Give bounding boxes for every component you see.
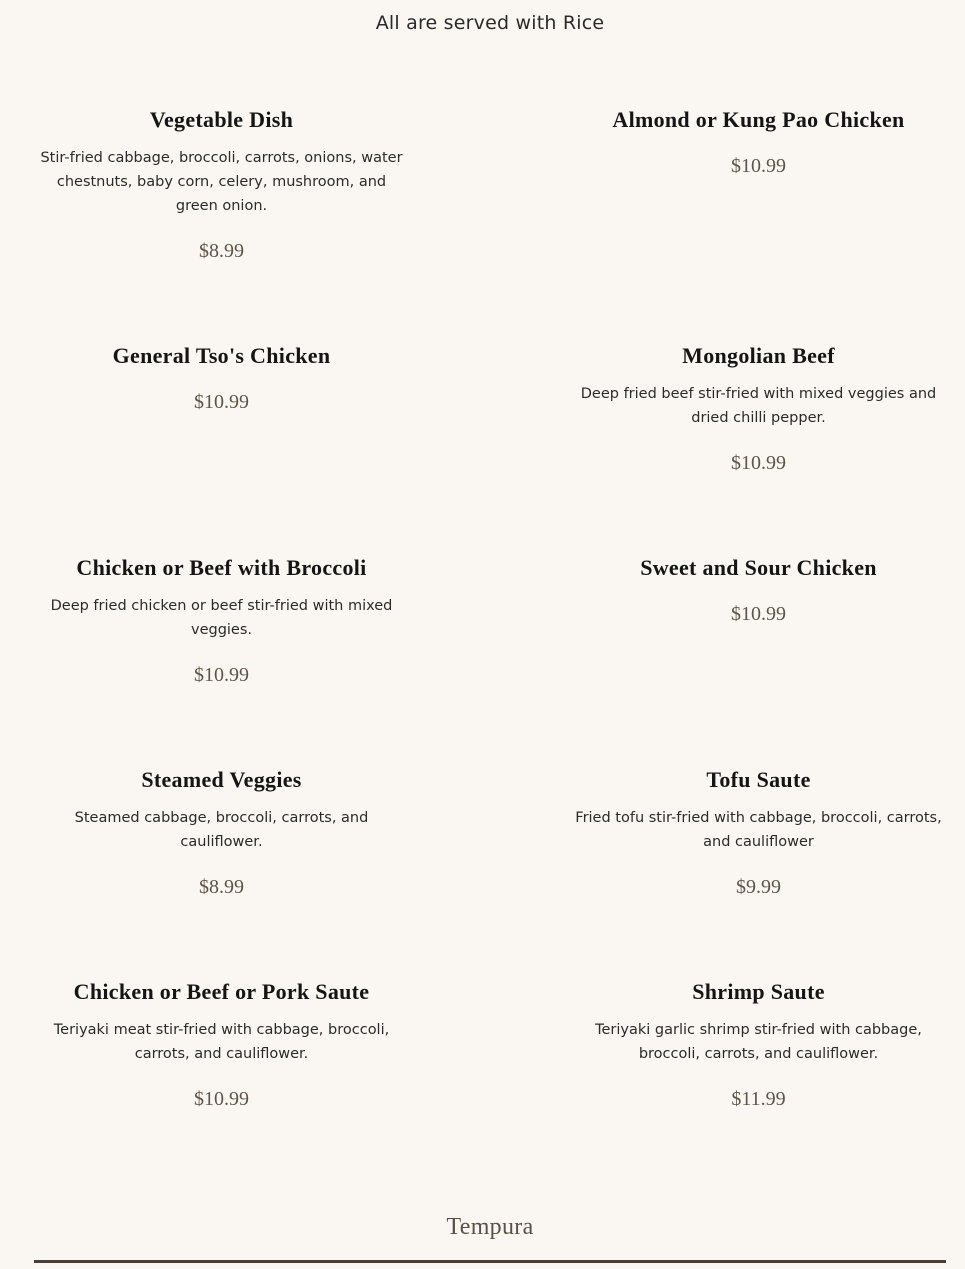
menu-item-chicken-beef-broccoli [34,554,409,687]
menu-item-name: Chicken or Beef or Pork Saute [73,979,370,1004]
menu-item-name: Tofu Saute [706,767,811,792]
menu-item-name: Sweet and Sour Chicken [640,555,877,580]
menu-item-name: Chicken or Beef with Broccoli [76,555,367,580]
menu-item-vegetable-dish [34,106,409,263]
menu-item-tofu-saute [568,766,949,899]
menu-item-description: Stir-fried cabbage, broccoli, carrots, onions, water chestnuts, baby corn, celery, mushroom, and green onion. [40,150,403,214]
menu-item-price: $10.99 [731,603,786,625]
menu-item-price: $8.99 [199,876,244,898]
menu-item-name: Vegetable Dish [149,107,294,132]
menu-item-name: Shrimp Saute [692,979,825,1004]
menu-item-description: Deep fried chicken or beef stir-fried with mixed veggies. [50,598,393,638]
menu-item-chicken-beef-pork-saute [34,978,409,1111]
menu-item-shrimp-saute [568,978,949,1111]
menu-item-description: Steamed cabbage, broccoli, carrots, and cauliflower. [74,810,369,850]
menu-item-price: $10.99 [194,664,249,686]
section-divider [34,1260,946,1263]
menu-item-price: $11.99 [731,1088,786,1110]
served-with-rice-note: All are served with Rice [375,12,605,34]
menu-item-description: Teriyaki meat stir-fried with cabbage, broccoli, carrots, and cauliflower. [53,1022,390,1062]
section-title-tempura: Tempura [446,1214,534,1240]
menu-item-steamed-veggies [34,766,409,899]
menu-item-price: $10.99 [194,1088,249,1110]
menu-item-price: $10.99 [194,391,249,413]
menu-item-price: $10.99 [731,155,786,177]
menu-item-name: Steamed Veggies [141,767,302,792]
menu-item-description: Teriyaki garlic shrimp stir-fried with cabbage, broccoli, carrots, and cauliflower. [595,1022,922,1062]
menu-item-description: Fried tofu stir-fried with cabbage, broccoli, carrots, and cauliflower [575,810,942,850]
menu-item-sweet-sour-chicken [568,554,949,626]
menu-item-description: Deep fried beef stir-fried with mixed veggies and dried chilli pepper. [580,386,937,426]
menu-item-price: $10.99 [731,452,786,474]
menu-item-almond-kung-pao-chicken [568,106,949,178]
menu-item-price: $8.99 [199,240,244,262]
menu-item-general-tsos-chicken [34,342,409,414]
menu-item-name: Almond or Kung Pao Chicken [612,107,905,132]
menu-item-name: Mongolian Beef [682,343,835,368]
menu-item-name: General Tso's Chicken [112,343,331,368]
menu-item-price: $9.99 [736,876,781,898]
menu-item-mongolian-beef [568,342,949,475]
